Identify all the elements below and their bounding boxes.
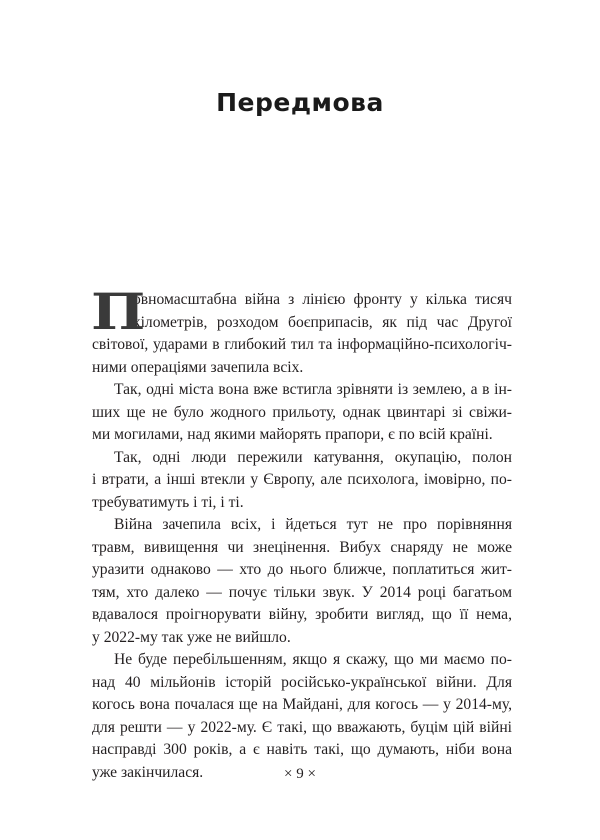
text-line: травм, вивищення чи знецінення. Вибух снаряду не може <box>92 538 512 556</box>
text-line: уже закінчилася. <box>92 763 204 781</box>
text-line: требуватимуть і ті, і ті. <box>92 493 244 511</box>
text-line: вдавалося проігнорувати війну, зробити вигляд, що її нема, <box>92 606 512 623</box>
text-line: і втрати, а інші втекли у Європу, але психолога, імовірно, по- <box>92 471 512 488</box>
text-line: когось вона почалася ще на Майдані, для когось — у 2014-му, <box>92 696 512 713</box>
body-text <box>91 282 512 784</box>
page-number: × 9 × <box>284 766 316 782</box>
drop-cap: П <box>91 282 146 341</box>
text-line: тям, хто далеко — почує тільки звук. У 2014 році багатьом <box>92 583 512 601</box>
text-line: Не буде перебільшенням, якщо я скажу, що ми маємо по- <box>114 651 512 668</box>
text-line: Так, одні міста вона вже встигла зрівняти із землею, а в ін- <box>114 381 512 398</box>
text-line: ми могилами, над якими майорять прапори, є по всій країні. <box>92 426 493 443</box>
text-line: уразити однаково — хто до нього ближче, поплатиться жит- <box>92 561 512 578</box>
text-line: кілометрів, розходом боєприпасів, як під час Другої <box>133 313 512 331</box>
text-line: світової, ударами в глибокий тил та інформаційно-психологіч- <box>92 336 512 353</box>
page-title: Передмова <box>216 88 384 117</box>
text-line: овномасштабна війна з лінією фронту у кілька тисяч <box>133 291 512 308</box>
text-line: Так, одні люди пережили катування, окупацію, полон <box>114 448 512 466</box>
text-line: у 2022-му так уже не вийшло. <box>92 628 291 646</box>
text-line: насправді 300 років, а є навіть такі, що думають, ніби вона <box>92 741 512 758</box>
text-line: для решти — у 2022-му. Є такі, що вважають, буцім цій війні <box>92 718 512 736</box>
text-line: ними операціями зачепила всіх. <box>92 358 304 376</box>
text-line: Війна зачепила всіх, і йдеться тут не про порівняння <box>114 516 512 533</box>
text-line: ших ще не було жодного прильоту, однак цвинтарі зі свіжи- <box>92 403 512 421</box>
text-line: над 40 мільйонів історій російсько-української війни. Для <box>92 673 512 691</box>
